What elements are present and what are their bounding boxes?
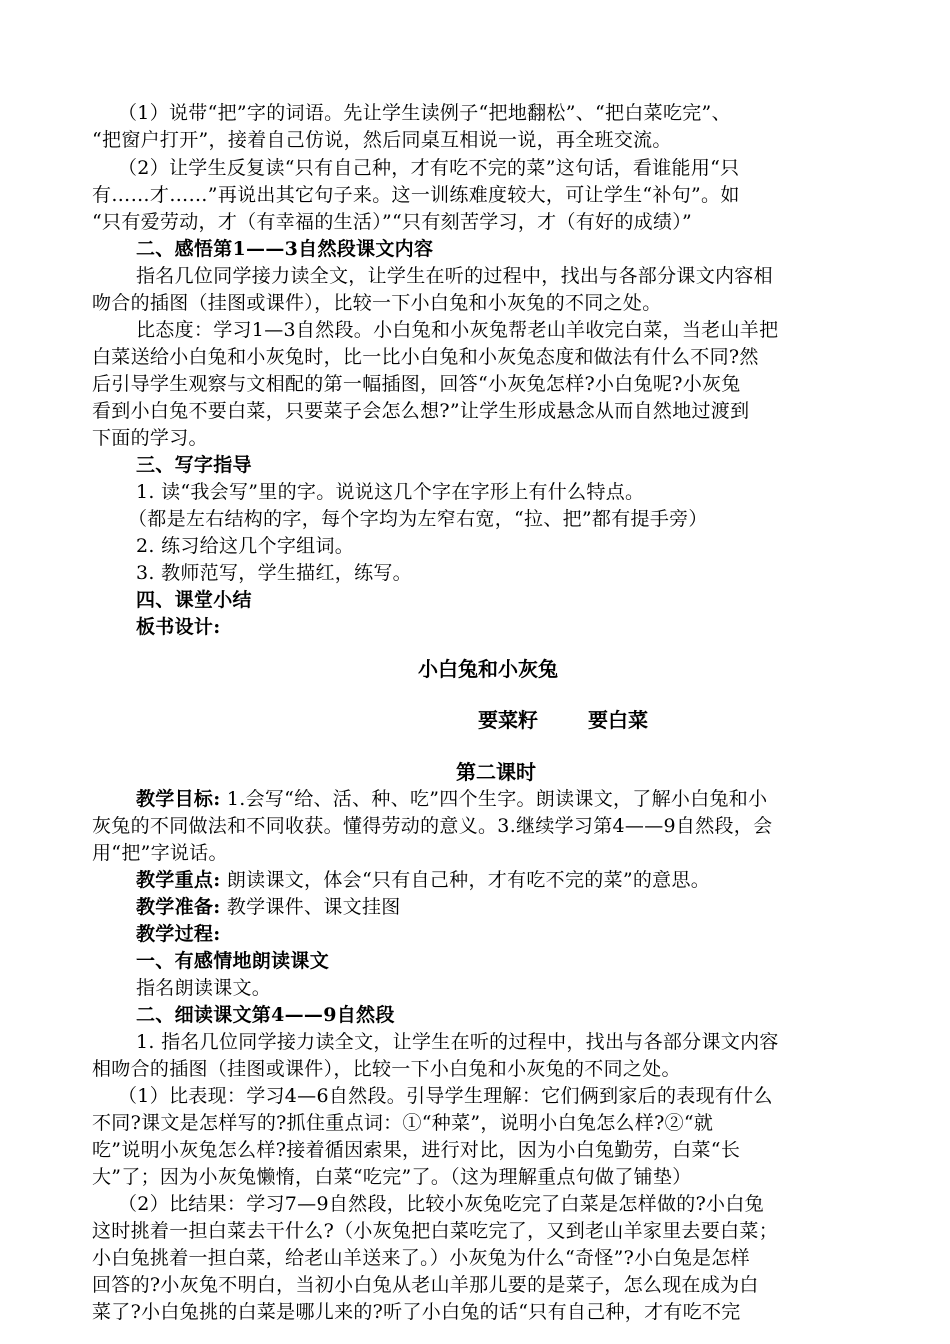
text-line: 看到小白兔不要白菜，只要菜子会怎么想?”让学生形成悬念从而自然地过渡到 — [92, 400, 750, 422]
board-right-item: 要白菜 — [588, 708, 648, 732]
goal-text: 1.会写“给、活、种、吃”四个生字。朗读课文，了解小白兔和小 — [220, 788, 768, 810]
text-line: “把窗户打开”，接着自己仿说，然后同桌互相说一说，再全班交流。 — [92, 129, 672, 151]
key-label: 教学重点: — [136, 869, 221, 891]
text-line: 吻合的插图（挂图或课件），比较一下小白兔和小灰兔的不同之处。 — [92, 292, 662, 314]
text-line — [136, 867, 710, 894]
goal-label: 教学目标: — [136, 788, 221, 810]
text-line: “只有爱劳动，才（有幸福的生活）”“只有刻苦学习，才（有好的成绩）” — [92, 211, 693, 233]
text-line: 灰兔的不同做法和不同收获。懂得劳动的意义。3.继续学习第4——9自然段，会 — [92, 815, 773, 837]
text-line: 指名几位同学接力读全文，让学生在听的过程中，找出与各部分课文内容相 — [136, 265, 773, 287]
text-line: （1）比表现：学习4—6自然段。引导学生理解：它们俩到家后的表现有什么 — [118, 1085, 773, 1107]
text-line: （1）说带“把”字的词语。先让学生读例子“把地翻松”、“把白菜吃完”、 — [118, 102, 731, 124]
prep-text: 教学课件、课文挂图 — [220, 896, 401, 918]
section-heading: 板书设计: — [136, 616, 221, 638]
text-line: 指名朗读课文。 — [136, 977, 272, 999]
section-heading: 二、细读课文第4——9自然段 — [136, 1004, 395, 1026]
key-text: 朗读课文，体会“只有自己种，才有吃不完的菜”的意思。 — [220, 869, 711, 891]
text-line: 2. 练习给这几个字组词。 — [136, 535, 355, 557]
section-heading: 二、感悟第1——3自然段课文内容 — [136, 238, 434, 260]
text-line: 1. 读“我会写”里的字。说说这几个字在字形上有什么特点。 — [136, 481, 645, 503]
text-line: 相吻合的插图（挂图或课件），比较一下小白兔和小灰兔的不同之处。 — [92, 1058, 681, 1080]
text-line: 大”了；因为小灰兔懒惰，白菜“吃完”了。（这为理解重点句做了铺垫） — [92, 1166, 692, 1188]
text-line: 下面的学习。 — [92, 427, 208, 449]
text-line: 这时挑着一担白菜去干什么?（小灰兔把白菜吃完了，又到老山羊家里去要白菜； — [92, 1220, 778, 1242]
text-line: 小白兔挑着一担白菜，给老山羊送来了。）小灰兔为什么“奇怪”?小白兔是怎样 — [92, 1247, 750, 1269]
board-title: 小白兔和小灰兔 — [418, 657, 558, 681]
text-line: 不同?课文是怎样写的?抓住重点词：①“种菜”，说明小白兔怎么样?②“就 — [92, 1112, 714, 1134]
text-line — [136, 786, 767, 813]
text-line: 回答的?小灰兔不明白，当初小白兔从老山羊那儿要的是菜子，怎么现在成为白 — [92, 1274, 759, 1296]
text-line: 比态度：学习1—3自然段。小白兔和小灰兔帮老山羊收完白菜，当老山羊把 — [136, 319, 779, 341]
section-heading: 四、课堂小结 — [136, 589, 252, 611]
text-line: 菜了?小白兔挑的白菜是哪儿来的?听了小白兔的话“只有自己种，才有吃不完 — [92, 1301, 741, 1323]
text-line: 后引导学生观察与文相配的第一幅插图，回答“小灰兔怎样?小白兔呢?小灰兔 — [92, 373, 741, 395]
board-left-item: 要菜籽 — [478, 708, 538, 732]
text-line: 3. 教师范写，学生描红，练写。 — [136, 562, 412, 584]
section-heading: 一、有感情地朗读课文 — [136, 950, 330, 972]
text-line: 有……才……”再说出其它句子来。这一训练难度较大，可让学生“补句”。如 — [92, 184, 740, 206]
text-line: （2）比结果：学习7—9自然段，比较小灰兔吃完了白菜是怎样做的?小白兔 — [118, 1193, 764, 1215]
text-line: 白菜送给小白兔和小灰兔时，比一比小白兔和小灰兔态度和做法有什么不同?然 — [92, 346, 759, 368]
prep-label: 教学准备: — [136, 896, 221, 918]
text-line: （都是左右结构的字，每个字均为左窄右宽，“拉、把”都有提手旁） — [128, 508, 708, 530]
text-line: 1. 指名几位同学接力读全文，让学生在听的过程中，找出与各部分课文内容 — [136, 1031, 779, 1053]
text-line — [136, 894, 401, 921]
text-line: 用“把”字说话。 — [92, 842, 228, 864]
section-heading: 三、写字指导 — [136, 454, 252, 476]
text-line: 吃”说明小灰兔怎么样?接着循因索果，进行对比，因为小白兔勤劳，白菜“长 — [92, 1139, 741, 1161]
section-heading: 教学过程: — [136, 923, 221, 945]
text-line: （2）让学生反复读“只有自己种，才有吃不完的菜”这句话，看谁能用“只 — [118, 157, 740, 179]
lesson-title: 第二课时 — [456, 760, 536, 784]
